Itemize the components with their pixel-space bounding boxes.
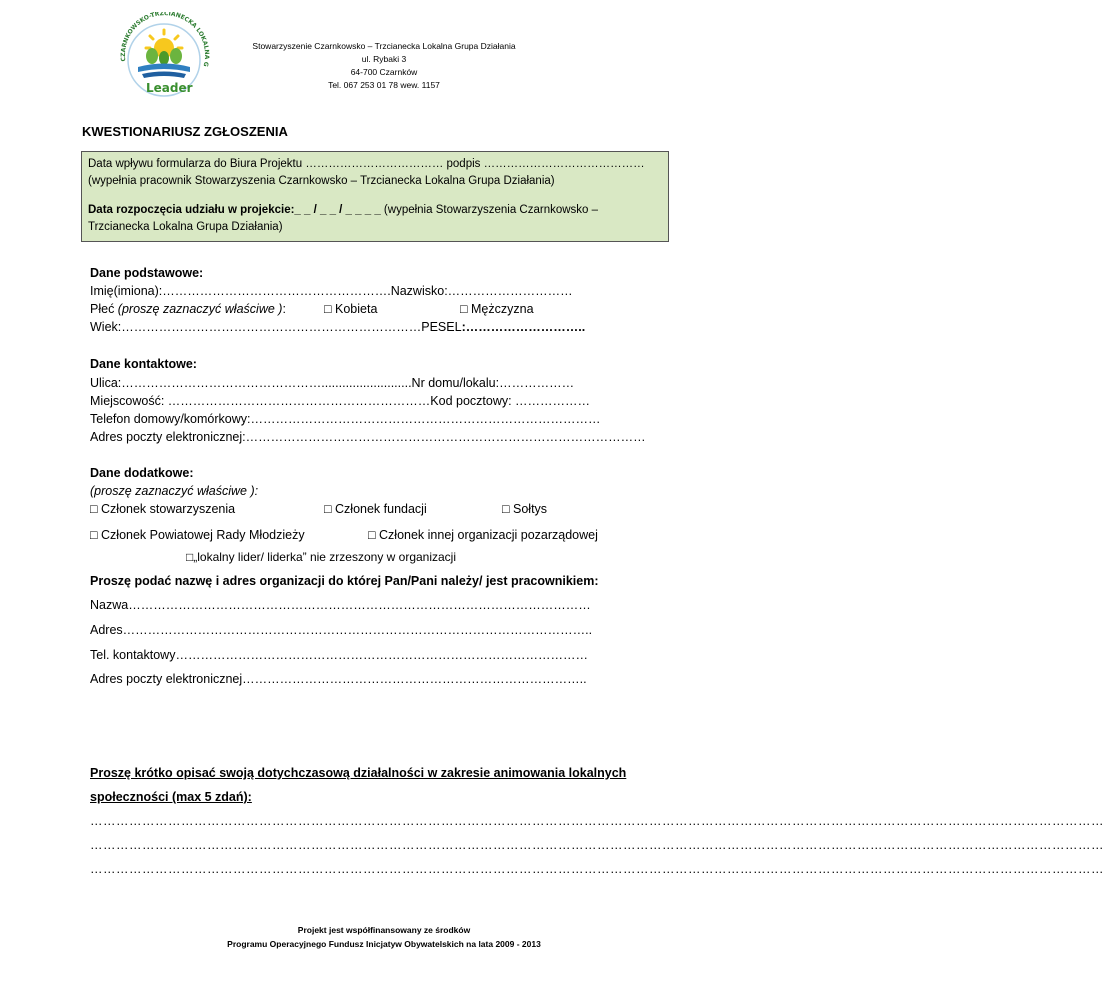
sex-label: Płeć (proszę zaznaczyć właściwe ): — [90, 302, 286, 316]
name-surname-field[interactable]: Imię(imiona):……………………………………………….Nazwisko:………………………… — [90, 284, 573, 298]
header-org-name: Stowarzyszenie Czarnkowsko – Trzcianecka Lokalna Grupa Działania — [252, 41, 516, 51]
activity-heading-line1: Proszę krótko opisać swoją dotychczasową działalności w zakresie animowania lokalnych — [90, 766, 627, 780]
activity-line-2[interactable]: ……………………………………………………………………………………………………………………………………………………………………………………………………………… — [90, 838, 1104, 852]
age-pesel-field[interactable]: Wiek:………………………………………………………………PESEL:……………………….. — [90, 320, 586, 334]
office-use-box — [81, 151, 669, 242]
male-checkbox[interactable]: □ Mężczyzna — [460, 302, 534, 316]
footer-line2: Programu Operacyjnego Fundusz Inicjatyw Obywatelskich na lata 2009 - 2013 — [227, 939, 541, 949]
other-ngo-checkbox[interactable]: □ Członek innej organizacji pozarządowej — [368, 528, 598, 542]
youth-council-checkbox[interactable]: □ Członek Powiatowej Rady Młodzieży — [90, 528, 305, 542]
header-phone: Tel. 067 253 01 78 wew. 1157 — [328, 80, 440, 90]
activity-line-3[interactable]: ……………………………………………………………………………………………………………………………………………………………………………………………………………… — [90, 862, 1104, 876]
contact-heading: Dane kontaktowe: — [90, 357, 197, 371]
local-leader-checkbox[interactable]: □„lokalny lider/ liderka” nie zrzeszony w organizacji — [186, 550, 457, 564]
email-field[interactable]: Adres poczty elektronicznej:…………………………………………………………………………………… — [90, 430, 646, 444]
logo-word: Leader — [146, 81, 193, 95]
header-street: ul. Rybaki 3 — [361, 54, 407, 64]
soltys-checkbox[interactable]: □ Sołtys — [502, 502, 548, 516]
member-association-checkbox[interactable]: □ Członek stowarzyszenia — [90, 502, 236, 516]
intake-date-field[interactable]: Data wpływu formularza do Biura Projektu ……………………………… podpis …………………………………… (wypełnia pracownik Stowarzyszenia Czarnkowsko – Trzcianecka Lokalna Grupa Działania) — [88, 158, 645, 187]
org-heading: Proszę podać nazwę i adres organizacji do której Pan/Pani należy/ jest pracownikiem: — [90, 574, 599, 588]
org-name-field[interactable]: Nazwa………………………………………………………………………………………………… — [90, 598, 591, 612]
org-address-field[interactable]: Adres………………………………………………………………………………………………….. — [90, 623, 593, 637]
header-city: 64-700 Czarnków — [350, 67, 418, 77]
street-field[interactable]: Ulica:…………………………………………..........................Nr domu/lokalu:……………… — [90, 376, 575, 390]
start-date-note: (wypełnia Stowarzyszenia Czarnkowsko – Trzcianecka Lokalna Grupa Działania) — [88, 204, 599, 233]
phone-field[interactable]: Telefon domowy/komórkowy:………………………………………………………………………… — [90, 412, 601, 426]
logo-arc-text: CZARNKOWSKO-TRZCIANECKA LOKALNA G — [119, 12, 211, 68]
member-foundation-checkbox[interactable]: □ Członek fundacji — [324, 502, 427, 516]
female-checkbox[interactable]: □ Kobieta — [324, 302, 378, 316]
additional-heading: Dane dodatkowe: — [90, 466, 194, 480]
org-email-field[interactable]: Adres poczty elektronicznej……………………………………………………………………….. — [90, 672, 587, 686]
basic-heading: Dane podstawowe: — [90, 266, 204, 280]
city-postcode-field[interactable]: Miejscowość: ………………………………………………………Kod pocztowy: ……………… — [90, 394, 591, 408]
activity-heading-line2: społeczności (max 5 zdań): — [90, 790, 252, 804]
footer-line1: Projekt jest współfinansowany ze środków — [297, 925, 471, 935]
org-phone-field[interactable]: Tel. kontaktowy……………………………………………………………………………………… — [90, 648, 588, 662]
form-title: KWESTIONARIUSZ ZGŁOSZENIA — [82, 124, 288, 139]
additional-hint: (proszę zaznaczyć właściwe ): — [90, 484, 259, 498]
start-date-field[interactable] — [88, 202, 662, 236]
start-date-label: Data rozpoczęcia udziału w projekcie:_ _ / _ _ / _ _ _ _ — [88, 204, 381, 216]
activity-line-1[interactable]: ……………………………………………………………………………………………………………………………………………………………………………………………………………… — [90, 814, 1104, 828]
